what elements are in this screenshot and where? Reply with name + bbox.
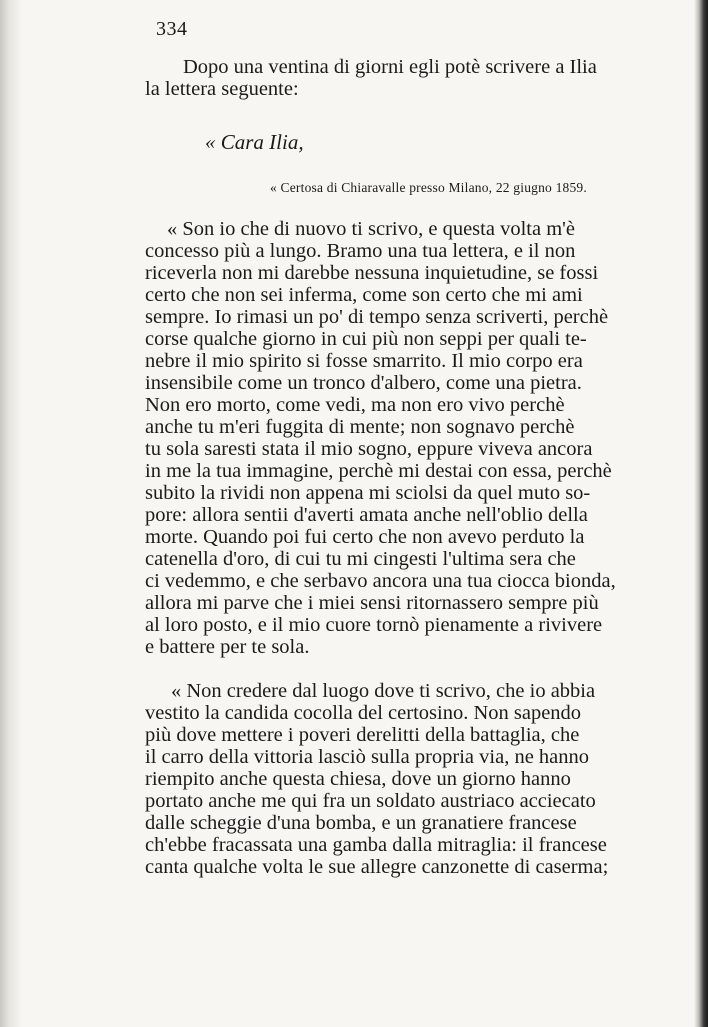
letter-salutation: « Cara Ilia, bbox=[205, 130, 304, 154]
text-line: anche tu m'eri fuggita di mente; non sognavo perchè bbox=[145, 416, 575, 438]
text-line: « Son io che di nuovo ti scrivo, e questa volta m'è bbox=[167, 218, 575, 240]
text-line: Non ero morto, come vedi, ma non ero vivo perchè bbox=[145, 394, 565, 416]
text-line: ci vedemmo, e che serbavo ancora una tua ciocca bionda, bbox=[145, 570, 616, 592]
text-line: portato anche me qui fra un soldato austriaco acciecato bbox=[145, 790, 596, 812]
page-number: 334 bbox=[156, 18, 188, 40]
text-line: corse qualche giorno in cui più non seppi per quali te- bbox=[145, 328, 587, 350]
text-line: allora mi parve che i miei sensi ritornassero sempre più bbox=[145, 592, 599, 614]
text-line: riceverla non mi darebbe nessuna inquietudine, se fossi bbox=[145, 262, 599, 284]
text-line: sempre. Io rimasi un po' di tempo senza scriverti, perchè bbox=[145, 306, 609, 328]
text-line: tu sola saresti stata il mio sogno, eppure viveva ancora bbox=[145, 438, 593, 460]
text-line: subito la rividi non appena mi sciolsi da quel muto so- bbox=[145, 482, 591, 504]
text-line: nebre il mio spirito si fosse smarrito. Il mio corpo era bbox=[145, 350, 583, 372]
text-line: e battere per te sola. bbox=[145, 636, 310, 658]
text-line: riempito anche questa chiesa, dove un giorno hanno bbox=[145, 768, 571, 790]
text-line: catenella d'oro, di cui tu mi cingesti l'ultima sera che bbox=[145, 548, 576, 570]
text-line: concesso più a lungo. Bramo una tua lettera, e il non bbox=[145, 240, 576, 262]
text-line: il carro della vittoria lasciò sulla propria via, ne hanno bbox=[145, 746, 590, 768]
text-line: pore: allora sentii d'averti amata anche nell'oblio della bbox=[145, 504, 588, 526]
book-binding-edge bbox=[694, 0, 708, 1027]
text-line: al loro posto, e il mio cuore tornò pienamente a rivivere bbox=[145, 614, 603, 636]
text-line: Dopo una ventina di giorni egli potè scrivere a Ilia bbox=[183, 56, 597, 78]
scan-left-shadow bbox=[0, 0, 22, 1027]
text-line: la lettera seguente: bbox=[145, 78, 299, 100]
text-line: « Non credere dal luogo dove ti scrivo, che io abbia bbox=[171, 680, 596, 702]
text-line: vestito la candida cocolla del certosino. Non sapendo bbox=[145, 702, 582, 724]
text-line: dalle scheggie d'una bomba, e un granatiere francese bbox=[145, 812, 577, 834]
text-line: morte. Quando poi fui certo che non avevo perduto la bbox=[145, 526, 585, 548]
text-line: in me la tua immagine, perchè mi destai con essa, perchè bbox=[145, 460, 612, 482]
text-line: ch'ebbe fracassata una gamba dalla mitraglia: il francese bbox=[145, 834, 607, 856]
text-line: più dove mettere i poveri derelitti della battaglia, che bbox=[145, 724, 580, 746]
text-line: certo che non sei inferma, come son certo che mi ami bbox=[145, 284, 583, 306]
letter-dateline: « Certosa di Chiaravalle presso Milano, 22 giugno 1859. bbox=[270, 180, 587, 195]
text-line: canta qualche volta le sue allegre canzonette di caserma; bbox=[145, 856, 609, 878]
text-line: insensibile come un tronco d'albero, come una pietra. bbox=[145, 372, 582, 394]
